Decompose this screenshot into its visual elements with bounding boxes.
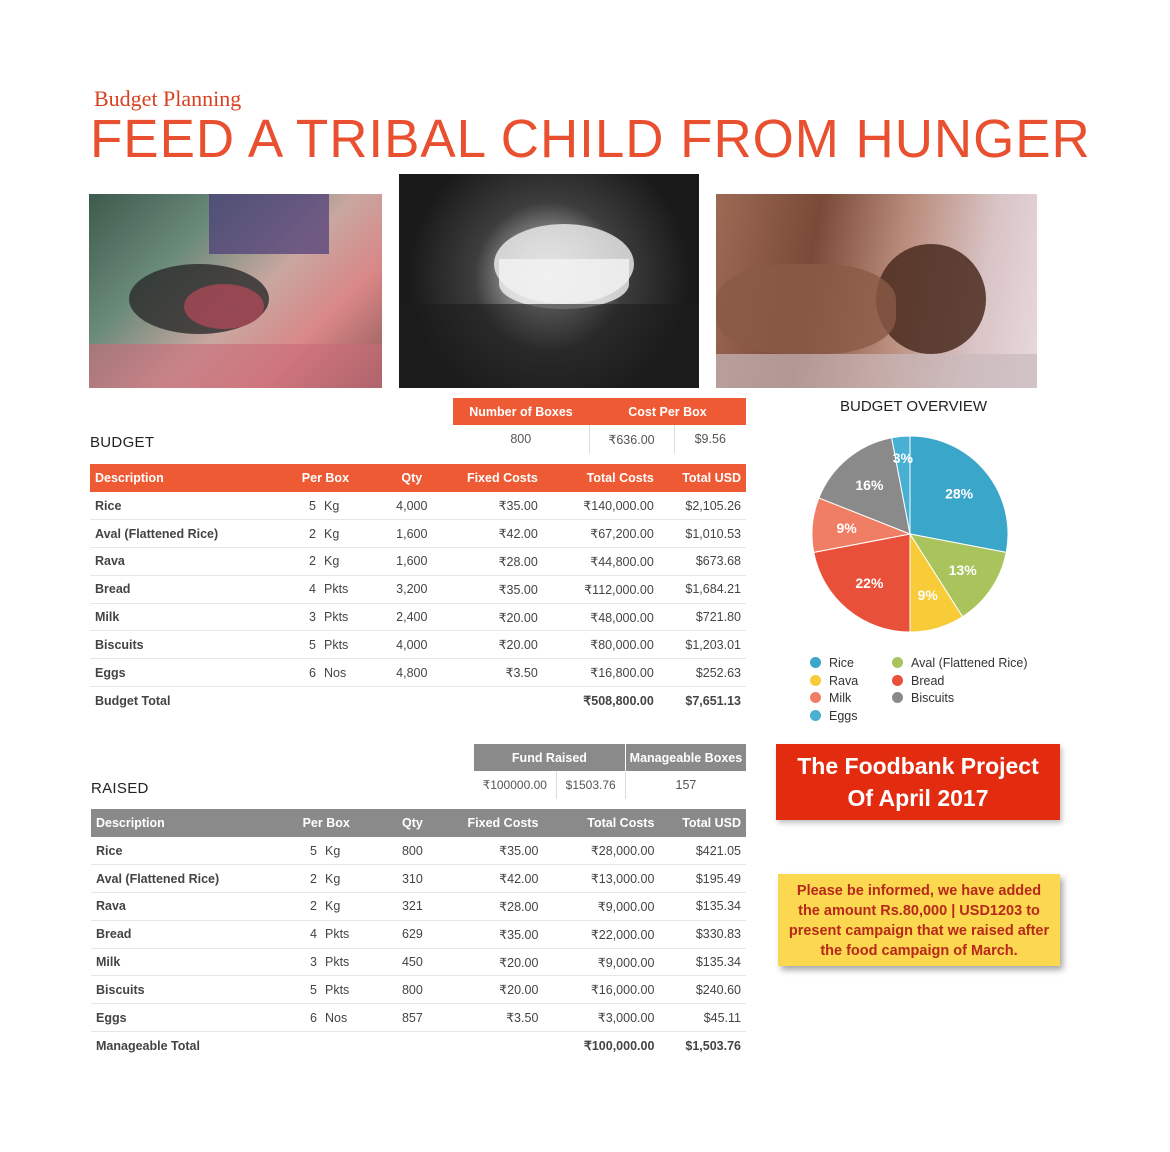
row-total-usd: $673.68 — [659, 548, 746, 576]
summary-header-cost: Cost Per Box — [589, 398, 746, 425]
budget-summary — [453, 398, 746, 453]
table-row — [91, 865, 746, 893]
legend-label: Rava — [829, 673, 859, 688]
row-total-cost: ₹3,000.00 — [543, 1004, 659, 1032]
row-unit: Pkts — [320, 575, 381, 603]
summary-fund-usd: $1503.76 — [556, 771, 625, 799]
total-usd: $1,503.76 — [659, 1032, 746, 1060]
col-fixed-costs: Fixed Costs — [443, 464, 543, 492]
row-description: Rava — [91, 893, 271, 921]
table-row — [90, 603, 746, 631]
table-row — [91, 976, 746, 1004]
budget-table — [90, 464, 746, 714]
raised-summary — [474, 744, 746, 799]
summary-header-boxes: Number of Boxes — [453, 398, 589, 425]
photo-bowl-flies — [399, 174, 699, 388]
note-line-2: the amount Rs.80,000 | USD1203 to — [798, 903, 1040, 919]
summary-cost-usd: $9.56 — [694, 432, 726, 446]
legend-item — [892, 691, 954, 705]
row-qty: 1,600 — [381, 548, 443, 576]
row-description: Bread — [91, 920, 271, 948]
table-row — [91, 837, 746, 865]
col-total-costs: Total Costs — [543, 464, 659, 492]
note-line-4: the food campaign of March. — [820, 943, 1018, 959]
table-total-row — [91, 1032, 746, 1060]
row-qty: 800 — [381, 837, 443, 865]
legend-swatch — [892, 675, 903, 686]
row-total-usd: $45.11 — [659, 1004, 746, 1032]
row-qty: 450 — [381, 948, 443, 976]
budget-pie-chart — [800, 424, 1020, 644]
col-per-box: Per Box — [270, 464, 381, 492]
row-total-cost: ₹48,000.00 — [543, 603, 659, 631]
info-note — [778, 874, 1060, 966]
col-qty: Qty — [381, 464, 443, 492]
legend-swatch — [892, 692, 903, 703]
raised-label: RAISED — [91, 780, 149, 797]
row-unit: Kg — [320, 548, 381, 576]
row-total-usd: $2,105.26 — [659, 492, 746, 520]
row-unit: Kg — [321, 893, 381, 921]
subtitle: Budget Planning — [94, 86, 242, 111]
row-total-usd: $135.34 — [659, 948, 746, 976]
chart-title: BUDGET OVERVIEW — [840, 398, 987, 415]
row-fixed-cost: ₹28.00 — [443, 893, 543, 921]
summary-header-manageable: Manageable Boxes — [625, 744, 746, 771]
row-unit: Kg — [320, 492, 381, 520]
row-unit: Nos — [321, 1004, 381, 1032]
legend-label: Rice — [829, 656, 855, 670]
row-fixed-cost: ₹20.00 — [443, 603, 543, 631]
legend-label: Eggs — [829, 708, 858, 723]
col-fixed-costs: Fixed Costs — [443, 809, 543, 837]
row-qty: 2,400 — [381, 603, 443, 631]
table-row — [90, 492, 746, 520]
row-description: Eggs — [90, 659, 270, 687]
row-total-cost: ₹112,000.00 — [543, 575, 659, 603]
legend-swatch — [810, 657, 821, 668]
row-unit: Pkts — [320, 631, 381, 659]
pie-data-label: 3% — [892, 449, 913, 466]
row-unit: Pkts — [320, 603, 381, 631]
row-total-usd: $195.49 — [659, 865, 746, 893]
col-description: Description — [90, 464, 270, 492]
table-row — [91, 920, 746, 948]
table-row — [90, 548, 746, 576]
row-fixed-cost: ₹3.50 — [443, 1004, 543, 1032]
row-per-box: 3 — [271, 948, 321, 976]
row-total-cost: ₹80,000.00 — [543, 631, 659, 659]
row-total-usd: $421.05 — [659, 837, 746, 865]
table-row — [90, 659, 746, 687]
row-per-box: 3 — [270, 603, 320, 631]
table-row — [90, 520, 746, 548]
pie-data-label: 22% — [855, 575, 884, 592]
row-description: Rice — [90, 492, 270, 520]
table-row — [90, 575, 746, 603]
raised-table — [91, 809, 746, 1059]
row-total-cost: ₹16,800.00 — [543, 659, 659, 687]
col-total-usd: Total USD — [659, 464, 746, 492]
row-per-box: 2 — [270, 520, 320, 548]
row-description: Biscuits — [90, 631, 270, 659]
row-total-cost: ₹22,000.00 — [543, 920, 659, 948]
row-total-cost: ₹28,000.00 — [543, 837, 659, 865]
row-per-box: 5 — [271, 837, 321, 865]
row-total-cost: ₹16,000.00 — [543, 976, 659, 1004]
summary-manageable-value: 157 — [675, 778, 697, 792]
col-total-costs: Total Costs — [543, 809, 659, 837]
legend-item — [810, 691, 851, 705]
row-total-usd: $1,010.53 — [659, 520, 746, 548]
foodbank-banner — [776, 744, 1060, 820]
row-description: Eggs — [91, 1004, 271, 1032]
legend-label: Aval (Flattened Rice) — [911, 656, 1028, 670]
row-fixed-cost: ₹20.00 — [443, 948, 543, 976]
pie-data-label: 16% — [855, 476, 884, 493]
row-per-box: 5 — [270, 631, 320, 659]
row-fixed-cost: ₹28.00 — [443, 548, 543, 576]
row-qty: 4,000 — [381, 492, 443, 520]
legend-item — [892, 674, 944, 688]
row-fixed-cost: ₹42.00 — [443, 865, 543, 893]
row-fixed-cost: ₹42.00 — [443, 520, 543, 548]
row-total-cost: ₹13,000.00 — [543, 865, 659, 893]
row-unit: Pkts — [321, 948, 381, 976]
row-total-cost: ₹9,000.00 — [543, 948, 659, 976]
row-fixed-cost: ₹35.00 — [443, 837, 543, 865]
legend-swatch — [892, 657, 903, 668]
row-fixed-cost: ₹35.00 — [443, 492, 543, 520]
row-qty: 321 — [381, 893, 443, 921]
row-total-usd: $252.63 — [659, 659, 746, 687]
legend-label: Milk — [829, 691, 852, 705]
legend-label: Biscuits — [911, 691, 955, 705]
row-per-box: 2 — [271, 893, 321, 921]
row-total-usd: $135.34 — [659, 893, 746, 921]
row-qty: 4,800 — [381, 659, 443, 687]
banner-line-2: Of April 2017 — [847, 785, 989, 811]
pie-data-label: 13% — [948, 561, 977, 578]
total-usd: $7,651.13 — [659, 687, 746, 715]
row-per-box: 2 — [271, 865, 321, 893]
row-qty: 1,600 — [381, 520, 443, 548]
row-description: Rava — [90, 548, 270, 576]
table-row — [91, 1004, 746, 1032]
row-description: Aval (Flattened Rice) — [91, 865, 271, 893]
row-total-usd: $240.60 — [659, 976, 746, 1004]
col-qty: Qty — [381, 809, 443, 837]
row-qty: 3,200 — [381, 575, 443, 603]
note-line-3: present campaign that we raised after — [788, 923, 1050, 939]
table-row — [91, 893, 746, 921]
col-per-box: Per Box — [271, 809, 381, 837]
legend-item — [810, 656, 854, 670]
budget-label: BUDGET — [90, 434, 155, 451]
row-unit: Nos — [320, 659, 381, 687]
legend-swatch — [810, 675, 821, 686]
row-total-cost: ₹67,200.00 — [543, 520, 659, 548]
legend-item — [892, 656, 1028, 670]
row-per-box: 5 — [271, 976, 321, 1004]
row-total-cost: ₹9,000.00 — [543, 893, 659, 921]
legend-label: Bread — [911, 673, 945, 688]
table-row — [91, 948, 746, 976]
row-per-box: 6 — [270, 659, 320, 687]
row-description: Aval (Flattened Rice) — [90, 520, 270, 548]
col-description: Description — [91, 809, 271, 837]
row-total-usd: $330.83 — [659, 920, 746, 948]
row-fixed-cost: ₹20.00 — [443, 631, 543, 659]
photo-child-lying — [716, 194, 1037, 388]
banner-line-1: The Foodbank Project — [797, 753, 1039, 779]
table-row — [90, 631, 746, 659]
photo-mother-child — [89, 194, 382, 388]
row-unit: Kg — [320, 520, 381, 548]
legend-swatch — [810, 710, 821, 721]
row-fixed-cost: ₹20.00 — [443, 976, 543, 1004]
summary-header-fund: Fund Raised — [474, 744, 625, 771]
row-total-cost: ₹44,800.00 — [543, 548, 659, 576]
row-unit: Pkts — [321, 976, 381, 1004]
row-qty: 800 — [381, 976, 443, 1004]
page-title: FEED A TRIBAL CHILD FROM HUNGER — [90, 109, 1091, 169]
row-total-usd: $721.80 — [659, 603, 746, 631]
row-qty: 310 — [381, 865, 443, 893]
row-fixed-cost: ₹35.00 — [443, 920, 543, 948]
summary-boxes-value: 800 — [453, 425, 589, 453]
row-fixed-cost: ₹35.00 — [443, 575, 543, 603]
legend-swatch — [810, 692, 821, 703]
total-label: Manageable Total — [91, 1032, 543, 1060]
row-fixed-cost: ₹3.50 — [443, 659, 543, 687]
row-total-cost: ₹140,000.00 — [543, 492, 659, 520]
row-description: Milk — [91, 948, 271, 976]
row-unit: Kg — [321, 865, 381, 893]
row-per-box: 2 — [270, 548, 320, 576]
pie-data-label: 9% — [836, 520, 857, 537]
note-line-1: Please be informed, we have added — [796, 883, 1042, 899]
total-costs: ₹100,000.00 — [543, 1032, 659, 1060]
row-qty: 629 — [381, 920, 443, 948]
pie-data-label: 9% — [917, 587, 938, 604]
summary-fund-inr: ₹100000.00 — [474, 771, 556, 799]
row-unit: Kg — [321, 837, 381, 865]
total-costs: ₹508,800.00 — [543, 687, 659, 715]
row-description: Biscuits — [91, 976, 271, 1004]
row-total-usd: $1,684.21 — [659, 575, 746, 603]
row-description: Milk — [90, 603, 270, 631]
pie-data-label: 28% — [945, 485, 974, 502]
row-unit: Pkts — [321, 920, 381, 948]
row-total-usd: $1,203.01 — [659, 631, 746, 659]
row-per-box: 4 — [270, 575, 320, 603]
legend-item — [810, 674, 858, 688]
row-qty: 4,000 — [381, 631, 443, 659]
row-description: Rice — [91, 837, 271, 865]
table-total-row — [90, 687, 746, 715]
row-per-box: 6 — [271, 1004, 321, 1032]
row-per-box: 4 — [271, 920, 321, 948]
col-total-usd: Total USD — [659, 809, 746, 837]
legend-item — [810, 709, 858, 723]
row-qty: 857 — [381, 1004, 443, 1032]
row-description: Bread — [90, 575, 270, 603]
summary-cost-inr: ₹636.00 — [589, 425, 674, 453]
row-per-box: 5 — [270, 492, 320, 520]
total-label: Budget Total — [90, 687, 543, 715]
